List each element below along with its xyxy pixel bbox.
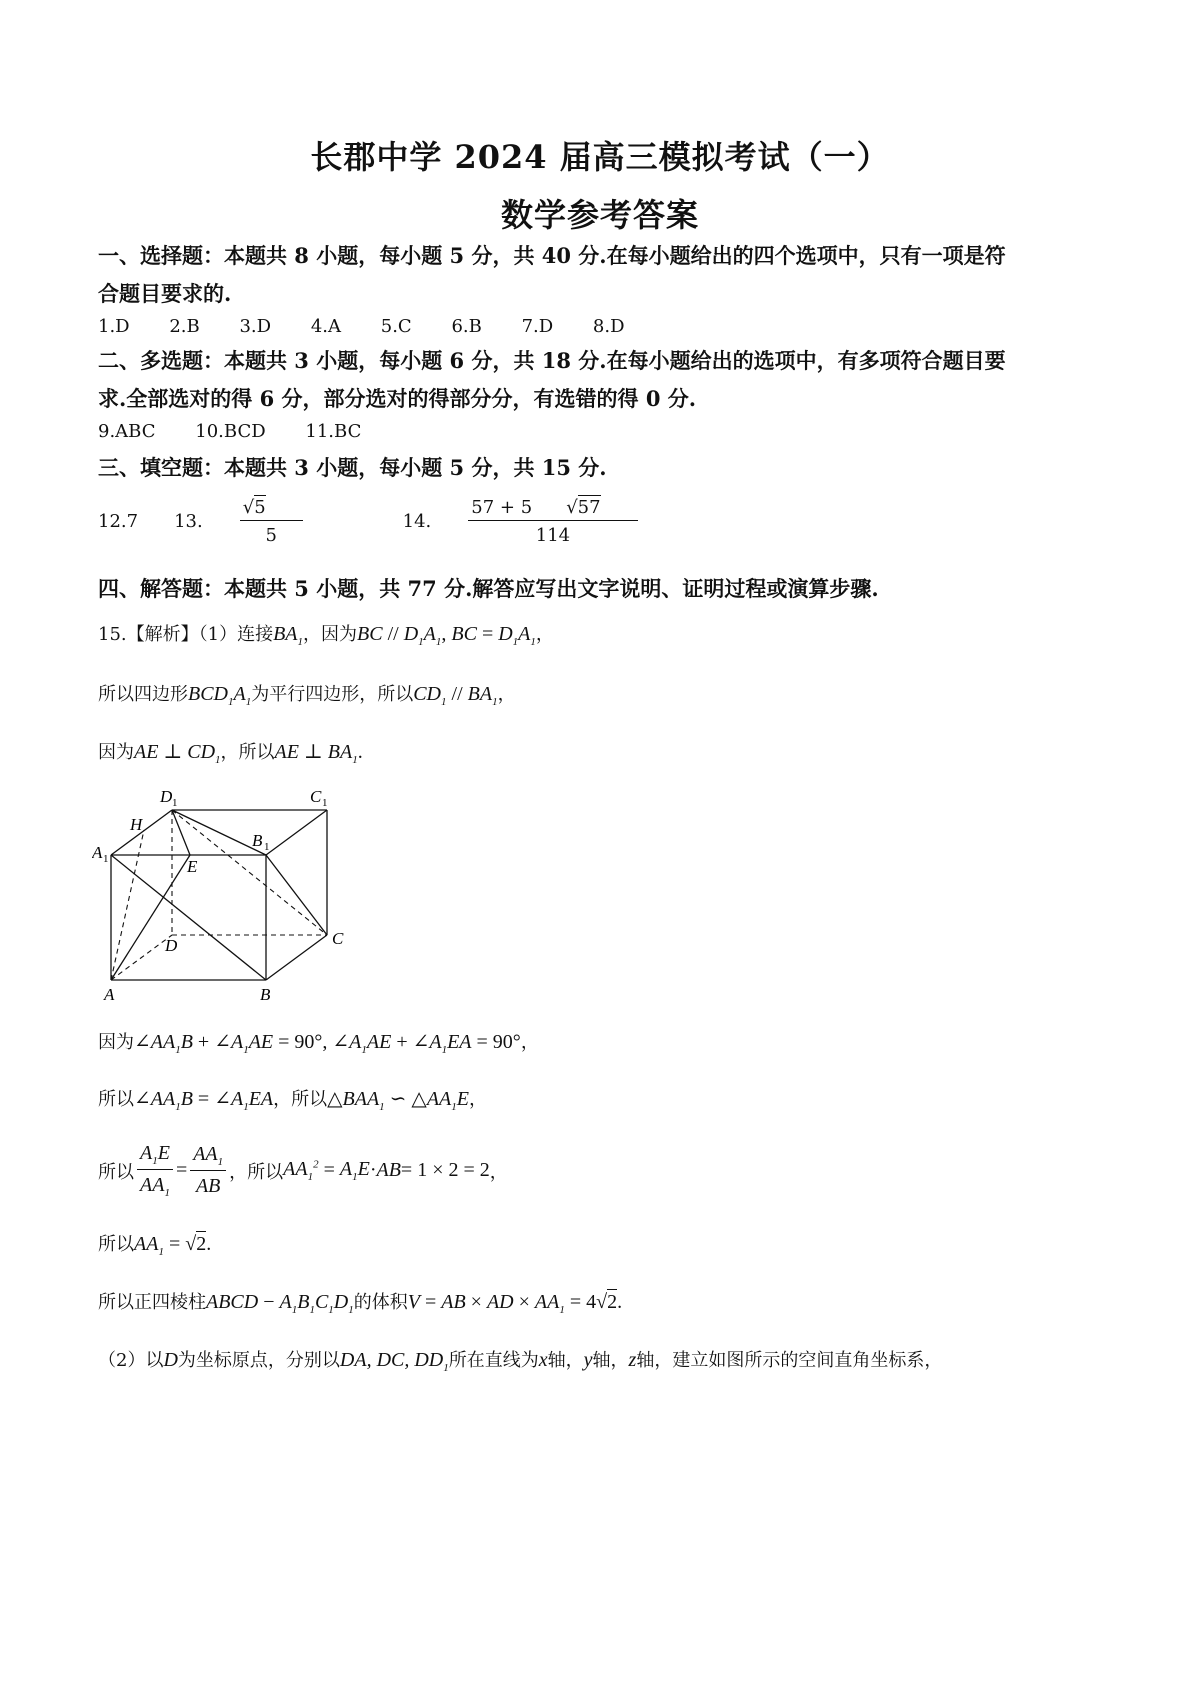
answer-14: 14. $\frac{57 + 5 √57}{114}$ — [403, 497, 706, 546]
page-title: 长郡中学 2024 届高三模拟考试（一） — [310, 138, 890, 176]
answer-11: 11.BC — [305, 421, 362, 442]
q15-line-9: （2）以D为坐标原点，分别以DA, DC, $DD_1$所在直线为x轴，y轴，z轴，建立如图所示的空间直角坐标系， — [98, 1349, 943, 1374]
section-1-heading: 一、选择题：本题共 8 小题，每小题 5 分，共 40 分.在每小题给出的四个选项中，只有一项是符 合题目要求的. — [98, 243, 1006, 306]
q15-line-7: 所以$AA_1 = √2$. — [98, 1233, 212, 1258]
label-a1: A — [92, 843, 103, 862]
answer-5: 5.C — [380, 316, 412, 337]
svg-text:1: 1 — [264, 841, 270, 853]
answer-9: 9.ABC — [98, 421, 156, 442]
section-3-heading: 三、填空题：本题共 3 小题，每小题 5 分，共 15 分. — [98, 455, 607, 480]
answer-2: 2.B — [169, 316, 200, 337]
label-c1: C — [310, 787, 322, 806]
label-b1: B — [252, 831, 263, 850]
q15-line-5: 所以$\angle AA_1B$ = $\angle A_1EA$，所以$\triangle BAA_1$ ∽ $\triangle AA_1E$， — [98, 1088, 487, 1113]
answer-6: 6.B — [451, 316, 482, 337]
answer-4: 4.A — [310, 316, 342, 337]
segment-ae — [111, 855, 190, 980]
prism-figure — [92, 780, 382, 1010]
q15-line-3: 因为AE ⊥ $CD_1$，所以AE ⊥ $BA_1$. — [98, 741, 363, 766]
q15-line-4: 因为$\angle AA_1B$ + $\angle A_1AE = 90^\circ$, $\angle A_1AE$ + $\angle A_1EA = 90^\circ$， — [98, 1031, 539, 1056]
edge-c1b1 — [266, 810, 327, 855]
answer-1: 1.D — [98, 316, 130, 337]
edge-bc — [266, 935, 327, 980]
label-a: A — [104, 985, 115, 1004]
answer-10: 10.BCD — [195, 421, 266, 442]
svg-text:1: 1 — [103, 853, 109, 865]
label-h: H — [130, 815, 143, 834]
svg-text:1: 1 — [172, 797, 178, 809]
svg-text:1: 1 — [322, 797, 328, 809]
label-d1: D — [160, 787, 173, 806]
hidden-edge-ad — [111, 935, 172, 980]
section-2-heading: 二、多选题：本题共 3 小题，每小题 6 分，共 18 分.在每小题给出的选项中，有多项符合题目要 求.全部选对的得 6 分，部分选对的得部分分，有选错的得 0 分. — [98, 348, 1006, 411]
section-4-heading: 四、解答题：本题共 5 小题，共 77 分.解答应写出文字说明、证明过程或演算步骤. — [98, 576, 879, 601]
label-e: E — [187, 857, 198, 876]
answer-13: 13. $\frac{√5}{5}$ — [174, 497, 371, 546]
answer-8: 8.D — [592, 316, 625, 337]
answer-3: 3.D — [239, 316, 272, 337]
q15-line-8: 所以正四棱柱ABCD − $A_1B_1C_1D_1$的体积V = AB × AD × $AA_1 = 4√2$. — [98, 1291, 623, 1316]
section-2-answers — [98, 421, 395, 442]
hidden-segment-ah — [111, 830, 144, 980]
answer-12: 12.7 — [98, 511, 139, 532]
section-3-answers — [98, 497, 740, 546]
label-c: C — [332, 929, 344, 948]
segment-b1c — [266, 855, 327, 935]
label-b: B — [260, 985, 271, 1004]
page-subtitle: 数学参考答案 — [500, 196, 699, 234]
q15-line-6: 所以 $\frac{A_1E}{AA_1}$ = $\frac{AA_1}{AB}$ ，所以 $AA_1^2$ = $A_1E$ · AB = 1 × 2 = 2 ， — [98, 1142, 508, 1199]
section-1-answers — [98, 316, 659, 337]
q15-line-1: 15.【解析】（1）连接$BA_1$，因为BC // $D_1A_1$, BC = $D_1A_1$， — [98, 623, 554, 648]
q15-line-2: 所以四边形$BCD_1A_1$为平行四边形，所以$CD_1 // BA_1$， — [98, 683, 516, 708]
label-d: D — [165, 936, 178, 955]
answer-7: 7.D — [521, 316, 554, 337]
